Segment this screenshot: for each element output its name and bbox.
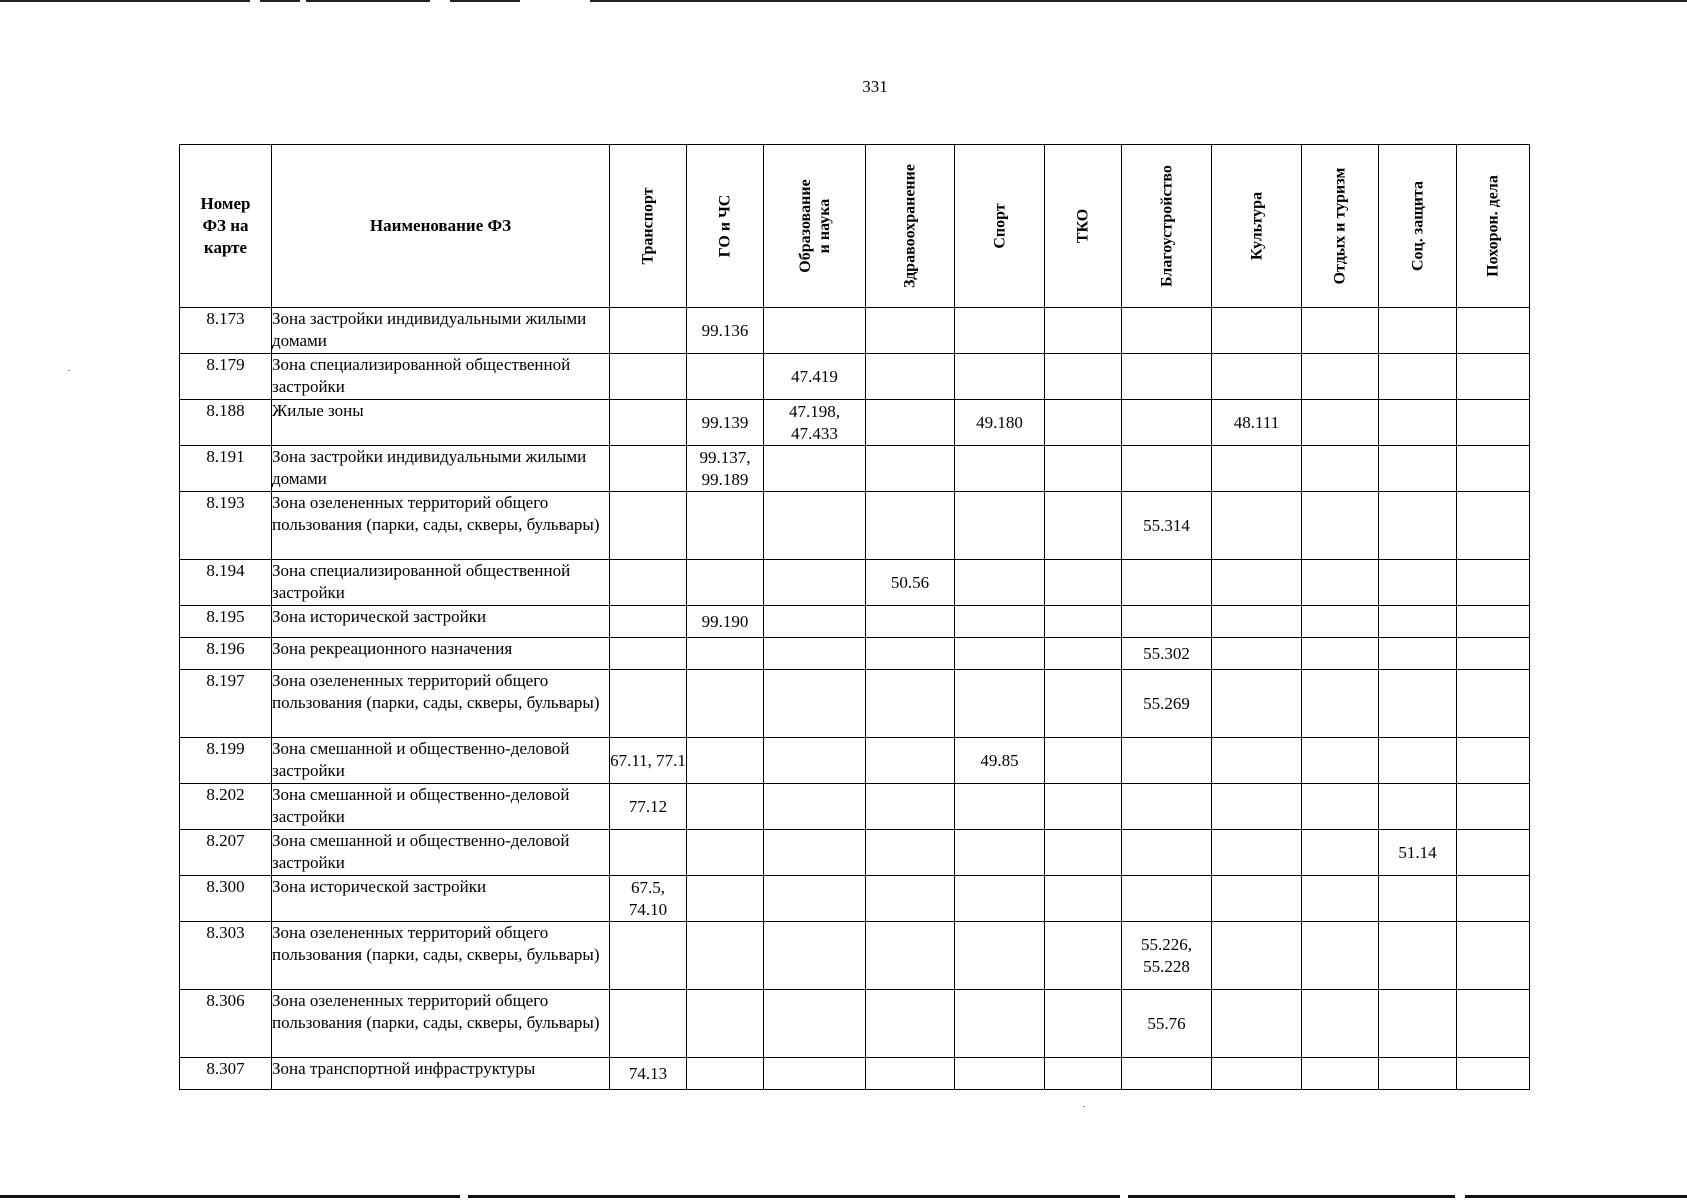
cell-landscaping	[1122, 354, 1212, 400]
cell-zone-number: 8.179	[180, 354, 272, 400]
header-zone-number-line: ФЗ на	[202, 216, 249, 235]
cell-solid-waste	[1045, 670, 1122, 738]
cell-recreation-tourism	[1302, 638, 1379, 670]
cell-funeral-affairs	[1457, 492, 1530, 560]
cell-recreation-tourism	[1302, 560, 1379, 606]
cell-recreation-tourism	[1302, 492, 1379, 560]
cell-civil-defense	[687, 670, 764, 738]
cell-healthcare	[866, 990, 955, 1058]
cell-transport	[610, 560, 687, 606]
cell-landscaping: 55.76	[1122, 990, 1212, 1058]
cell-healthcare	[866, 876, 955, 922]
cell-social-protection	[1379, 606, 1457, 638]
page-number: 331	[862, 77, 888, 96]
cell-recreation-tourism	[1302, 354, 1379, 400]
cell-healthcare	[866, 830, 955, 876]
cell-healthcare	[866, 670, 955, 738]
table-row	[180, 922, 1530, 990]
cell-zone-name: Зона застройки индивидуальными жилыми домами	[272, 446, 610, 492]
cell-transport	[610, 606, 687, 638]
scan-edge-bottom	[0, 1195, 1687, 1198]
cell-healthcare	[866, 738, 955, 784]
cell-sport: 49.180	[955, 400, 1045, 446]
cell-funeral-affairs	[1457, 638, 1530, 670]
cell-transport	[610, 400, 687, 446]
cell-solid-waste	[1045, 638, 1122, 670]
header-recreation-tourism: Отдых и туризм	[1302, 145, 1379, 308]
cell-zone-name: Зона озелененных территорий общего пользования (парки, сады, скверы, бульвары)	[272, 990, 610, 1058]
cell-funeral-affairs	[1457, 876, 1530, 922]
cell-funeral-affairs	[1457, 1058, 1530, 1090]
scan-speck	[68, 370, 70, 371]
table-row	[180, 308, 1530, 354]
header-education-line: и наука	[815, 198, 833, 254]
cell-social-protection	[1379, 638, 1457, 670]
cell-education: 47.198, 47.433	[764, 400, 866, 446]
cell-solid-waste	[1045, 606, 1122, 638]
cell-zone-number: 8.173	[180, 308, 272, 354]
cell-funeral-affairs	[1457, 738, 1530, 784]
cell-recreation-tourism	[1302, 922, 1379, 990]
cell-zone-number: 8.191	[180, 446, 272, 492]
cell-education	[764, 784, 866, 830]
cell-healthcare	[866, 400, 955, 446]
cell-social-protection: 51.14	[1379, 830, 1457, 876]
table-row	[180, 560, 1530, 606]
cell-social-protection	[1379, 400, 1457, 446]
table-row	[180, 638, 1530, 670]
cell-culture	[1212, 354, 1302, 400]
cell-sport	[955, 670, 1045, 738]
cell-zone-name: Зона озелененных территорий общего пользования (парки, сады, скверы, бульвары)	[272, 492, 610, 560]
cell-solid-waste	[1045, 990, 1122, 1058]
cell-social-protection	[1379, 354, 1457, 400]
cell-zone-name: Зона транспортной инфраструктуры	[272, 1058, 610, 1090]
cell-culture	[1212, 830, 1302, 876]
cell-funeral-affairs	[1457, 990, 1530, 1058]
cell-solid-waste	[1045, 1058, 1122, 1090]
cell-zone-number: 8.193	[180, 492, 272, 560]
cell-healthcare	[866, 446, 955, 492]
cell-culture	[1212, 990, 1302, 1058]
cell-education	[764, 638, 866, 670]
scan-edge-top	[0, 0, 1687, 2]
cell-zone-number: 8.197	[180, 670, 272, 738]
cell-zone-name: Зона рекреационного назначения	[272, 638, 610, 670]
cell-sport	[955, 606, 1045, 638]
header-funeral-affairs: Похорон. дела	[1457, 145, 1530, 308]
header-transport: Транспорт	[610, 145, 687, 308]
cell-transport	[610, 922, 687, 990]
cell-sport	[955, 446, 1045, 492]
cell-funeral-affairs	[1457, 308, 1530, 354]
cell-civil-defense	[687, 560, 764, 606]
table-header-row	[180, 145, 1530, 308]
cell-funeral-affairs	[1457, 606, 1530, 638]
cell-solid-waste	[1045, 354, 1122, 400]
cell-transport	[610, 492, 687, 560]
cell-zone-number: 8.199	[180, 738, 272, 784]
cell-landscaping: 55.302	[1122, 638, 1212, 670]
cell-recreation-tourism	[1302, 670, 1379, 738]
cell-transport: 67.11, 77.1	[610, 738, 687, 784]
cell-recreation-tourism	[1302, 990, 1379, 1058]
cell-culture	[1212, 922, 1302, 990]
table-row	[180, 400, 1530, 446]
table-row	[180, 738, 1530, 784]
cell-healthcare	[866, 922, 955, 990]
cell-recreation-tourism	[1302, 446, 1379, 492]
cell-education	[764, 990, 866, 1058]
header-culture: Культура	[1212, 145, 1302, 308]
cell-civil-defense	[687, 738, 764, 784]
cell-zone-name: Зона специализированной общественной застройки	[272, 354, 610, 400]
cell-funeral-affairs	[1457, 446, 1530, 492]
cell-landscaping	[1122, 876, 1212, 922]
cell-recreation-tourism	[1302, 876, 1379, 922]
cell-landscaping	[1122, 446, 1212, 492]
cell-transport: 74.13	[610, 1058, 687, 1090]
cell-landscaping: 55.314	[1122, 492, 1212, 560]
cell-solid-waste	[1045, 492, 1122, 560]
cell-funeral-affairs	[1457, 830, 1530, 876]
cell-funeral-affairs	[1457, 400, 1530, 446]
cell-healthcare	[866, 784, 955, 830]
cell-transport	[610, 308, 687, 354]
cell-transport	[610, 830, 687, 876]
cell-sport	[955, 830, 1045, 876]
scan-speck	[1083, 1106, 1085, 1107]
cell-zone-name: Зона специализированной общественной застройки	[272, 560, 610, 606]
cell-culture	[1212, 784, 1302, 830]
cell-social-protection	[1379, 922, 1457, 990]
cell-education	[764, 670, 866, 738]
cell-education: 47.419	[764, 354, 866, 400]
cell-education	[764, 606, 866, 638]
cell-sport	[955, 876, 1045, 922]
cell-funeral-affairs	[1457, 560, 1530, 606]
header-zone-number-line: Номер	[200, 194, 251, 213]
cell-sport	[955, 308, 1045, 354]
cell-transport	[610, 638, 687, 670]
cell-culture	[1212, 670, 1302, 738]
cell-civil-defense	[687, 830, 764, 876]
cell-healthcare	[866, 354, 955, 400]
cell-recreation-tourism	[1302, 1058, 1379, 1090]
cell-landscaping	[1122, 1058, 1212, 1090]
cell-landscaping	[1122, 606, 1212, 638]
cell-zone-number: 8.202	[180, 784, 272, 830]
cell-education	[764, 492, 866, 560]
cell-transport	[610, 990, 687, 1058]
cell-landscaping: 55.226, 55.228	[1122, 922, 1212, 990]
cell-transport	[610, 670, 687, 738]
cell-sport	[955, 354, 1045, 400]
cell-social-protection	[1379, 784, 1457, 830]
cell-education	[764, 446, 866, 492]
cell-landscaping	[1122, 784, 1212, 830]
cell-sport	[955, 784, 1045, 830]
cell-recreation-tourism	[1302, 308, 1379, 354]
cell-civil-defense	[687, 784, 764, 830]
cell-recreation-tourism	[1302, 606, 1379, 638]
cell-zone-number: 8.306	[180, 990, 272, 1058]
cell-zone-name: Жилые зоны	[272, 400, 610, 446]
cell-zone-name: Зона застройки индивидуальными жилыми домами	[272, 308, 610, 354]
cell-solid-waste	[1045, 784, 1122, 830]
cell-social-protection	[1379, 876, 1457, 922]
cell-recreation-tourism	[1302, 784, 1379, 830]
cell-healthcare	[866, 638, 955, 670]
cell-civil-defense	[687, 354, 764, 400]
header-solid-waste: ТКО	[1045, 145, 1122, 308]
cell-solid-waste	[1045, 830, 1122, 876]
table-row	[180, 354, 1530, 400]
cell-funeral-affairs	[1457, 354, 1530, 400]
cell-solid-waste	[1045, 400, 1122, 446]
table-row	[180, 784, 1530, 830]
cell-zone-name: Зона смешанной и общественно-деловой застройки	[272, 784, 610, 830]
cell-education	[764, 1058, 866, 1090]
cell-civil-defense	[687, 638, 764, 670]
cell-education	[764, 560, 866, 606]
cell-social-protection	[1379, 446, 1457, 492]
cell-culture	[1212, 560, 1302, 606]
cell-landscaping	[1122, 830, 1212, 876]
cell-civil-defense	[687, 876, 764, 922]
cell-solid-waste	[1045, 876, 1122, 922]
header-education	[764, 145, 866, 308]
cell-sport	[955, 990, 1045, 1058]
cell-culture	[1212, 606, 1302, 638]
header-social-protection: Соц. защита	[1379, 145, 1457, 308]
cell-culture	[1212, 492, 1302, 560]
table-row	[180, 830, 1530, 876]
cell-culture	[1212, 446, 1302, 492]
cell-landscaping	[1122, 738, 1212, 784]
cell-social-protection	[1379, 308, 1457, 354]
cell-social-protection	[1379, 670, 1457, 738]
cell-culture	[1212, 738, 1302, 784]
table-row	[180, 606, 1530, 638]
header-zone-number-line: карте	[203, 238, 248, 257]
cell-healthcare	[866, 308, 955, 354]
cell-recreation-tourism	[1302, 400, 1379, 446]
table-row	[180, 446, 1530, 492]
cell-zone-name: Зона смешанной и общественно-деловой застройки	[272, 830, 610, 876]
table-body	[180, 308, 1530, 1090]
table-row	[180, 990, 1530, 1058]
cell-education	[764, 922, 866, 990]
cell-zone-number: 8.194	[180, 560, 272, 606]
header-civil-defense: ГО и ЧС	[687, 145, 764, 308]
cell-sport	[955, 638, 1045, 670]
cell-sport	[955, 1058, 1045, 1090]
cell-civil-defense: 99.136	[687, 308, 764, 354]
cell-education	[764, 876, 866, 922]
cell-solid-waste	[1045, 738, 1122, 784]
cell-civil-defense	[687, 990, 764, 1058]
cell-culture: 48.111	[1212, 400, 1302, 446]
cell-solid-waste	[1045, 308, 1122, 354]
cell-landscaping: 55.269	[1122, 670, 1212, 738]
cell-culture	[1212, 876, 1302, 922]
cell-funeral-affairs	[1457, 922, 1530, 990]
cell-zone-name: Зона озелененных территорий общего пользования (парки, сады, скверы, бульвары)	[272, 670, 610, 738]
cell-zone-number: 8.303	[180, 922, 272, 990]
cell-zone-number: 8.307	[180, 1058, 272, 1090]
cell-recreation-tourism	[1302, 738, 1379, 784]
cell-transport	[610, 354, 687, 400]
cell-solid-waste	[1045, 446, 1122, 492]
cell-social-protection	[1379, 560, 1457, 606]
table-row	[180, 1058, 1530, 1090]
cell-sport	[955, 492, 1045, 560]
cell-zone-number: 8.196	[180, 638, 272, 670]
cell-culture	[1212, 1058, 1302, 1090]
cell-education	[764, 308, 866, 354]
cell-landscaping	[1122, 400, 1212, 446]
cell-civil-defense	[687, 922, 764, 990]
cell-social-protection	[1379, 738, 1457, 784]
cell-recreation-tourism	[1302, 830, 1379, 876]
cell-solid-waste	[1045, 560, 1122, 606]
cell-solid-waste	[1045, 922, 1122, 990]
cell-civil-defense: 99.139	[687, 400, 764, 446]
header-zone-name: Наименование ФЗ	[272, 145, 610, 308]
header-healthcare: Здравоохранение	[866, 145, 955, 308]
cell-zone-name: Зона исторической застройки	[272, 606, 610, 638]
cell-transport	[610, 446, 687, 492]
cell-zone-number: 8.207	[180, 830, 272, 876]
cell-funeral-affairs	[1457, 670, 1530, 738]
cell-sport	[955, 922, 1045, 990]
cell-healthcare	[866, 606, 955, 638]
cell-social-protection	[1379, 990, 1457, 1058]
cell-sport	[955, 560, 1045, 606]
cell-social-protection	[1379, 1058, 1457, 1090]
table-row	[180, 876, 1530, 922]
cell-civil-defense	[687, 492, 764, 560]
functional-zones-table	[179, 144, 1530, 1090]
header-education-line: Образование	[796, 179, 814, 273]
table-row	[180, 492, 1530, 560]
header-zone-number	[180, 145, 272, 308]
cell-healthcare	[866, 492, 955, 560]
cell-civil-defense: 99.137, 99.189	[687, 446, 764, 492]
cell-funeral-affairs	[1457, 784, 1530, 830]
cell-culture	[1212, 638, 1302, 670]
cell-zone-number: 8.188	[180, 400, 272, 446]
cell-landscaping	[1122, 308, 1212, 354]
header-landscaping: Благоустройство	[1122, 145, 1212, 308]
cell-zone-number: 8.300	[180, 876, 272, 922]
cell-transport: 77.12	[610, 784, 687, 830]
cell-civil-defense: 99.190	[687, 606, 764, 638]
header-sport: Спорт	[955, 145, 1045, 308]
cell-culture	[1212, 308, 1302, 354]
cell-sport: 49.85	[955, 738, 1045, 784]
cell-education	[764, 738, 866, 784]
cell-zone-name: Зона смешанной и общественно-деловой застройки	[272, 738, 610, 784]
cell-social-protection	[1379, 492, 1457, 560]
cell-healthcare	[866, 1058, 955, 1090]
cell-landscaping	[1122, 560, 1212, 606]
table-row	[180, 670, 1530, 738]
cell-healthcare: 50.56	[866, 560, 955, 606]
cell-education	[764, 830, 866, 876]
cell-civil-defense	[687, 1058, 764, 1090]
cell-zone-number: 8.195	[180, 606, 272, 638]
cell-zone-name: Зона озелененных территорий общего пользования (парки, сады, скверы, бульвары)	[272, 922, 610, 990]
cell-transport: 67.5, 74.10	[610, 876, 687, 922]
cell-zone-name: Зона исторической застройки	[272, 876, 610, 922]
